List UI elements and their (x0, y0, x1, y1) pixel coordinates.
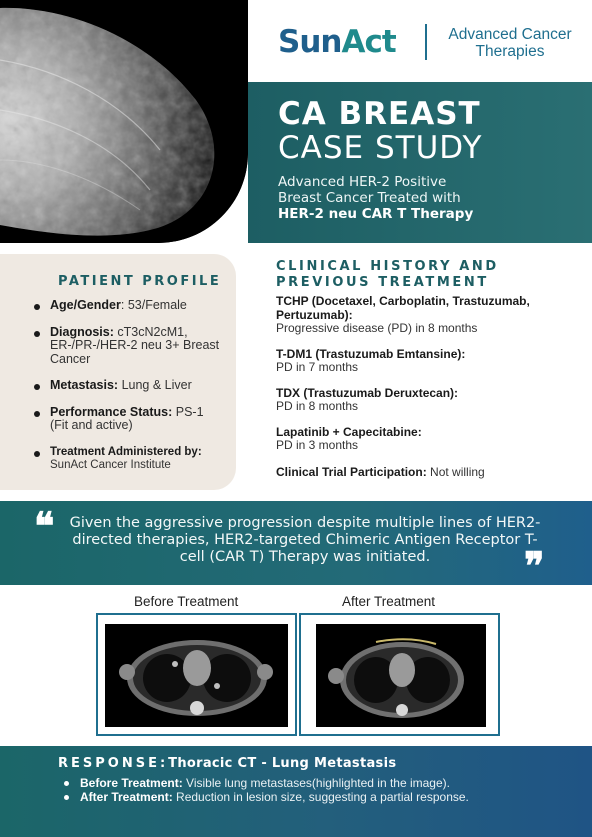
title-band (248, 82, 592, 243)
profile-treatment-administered: Treatment Administered by: SunAct Cancer Institute (30, 446, 224, 473)
history-item-tdm1: T-DM1 (Trastuzumab Emtansine): PD in 7 months (276, 346, 466, 374)
history-item-tdx: TDX (Trastuzumab Deruxtecan): PD in 8 months (276, 385, 459, 413)
clinical-history-heading: CLINICAL HISTORY AND PREVIOUS TREATMENT (276, 259, 499, 290)
patient-profile-heading: PATIENT PROFILE (58, 274, 222, 289)
response-band (0, 746, 592, 837)
profile-performance-status: Performance Status: PS-1 (Fit and active) (30, 406, 224, 433)
patient-profile-list (30, 299, 224, 473)
patient-profile-panel (0, 254, 236, 490)
brand-header (248, 0, 592, 82)
before-treatment-label: Before Treatment (134, 594, 239, 609)
after-treatment-ct-image (316, 624, 486, 727)
close-quote-icon: ❞ (524, 543, 545, 588)
open-quote-icon: ❝ (34, 503, 55, 548)
after-treatment-label: After Treatment (342, 594, 436, 609)
profile-metastasis: Metastasis: Lung & Liver (30, 379, 224, 393)
response-heading: RESPONSE:Thoracic CT - Lung Metastasis (58, 756, 397, 771)
clinical-trial-participation: Clinical Trial Participation: Not willing (276, 464, 485, 479)
quote-text: Given the aggressive progression despite multiple lines of HER2-directed therapies, HER2-targeted Chimeric Antigen Receptor T-cell (CAR T) Therapy was initiated. (69, 515, 541, 565)
brand-tagline: Advanced Cancer Therapies (448, 26, 572, 60)
page-title-line1: CA BREAST (278, 96, 481, 132)
page-subtitle: Advanced HER-2 Positive Breast Cancer Treated with HER-2 neu CAR T Therapy (278, 174, 474, 222)
after-treatment-ct-frame (299, 613, 500, 736)
logo-divider (425, 24, 427, 60)
response-after-treatment: After Treatment: Reduction in lesion size, suggesting a partial response. (78, 791, 558, 804)
before-treatment-ct-image (105, 624, 288, 727)
mammogram-image (0, 0, 248, 243)
profile-diagnosis: Diagnosis: cT3cN2cM1, ER-/PR-/HER-2 neu 3+ Breast Cancer (30, 326, 224, 367)
clinical-history-section (276, 259, 576, 479)
page-title-line2: CASE STUDY (278, 130, 483, 166)
response-before-treatment: Before Treatment: Visible lung metastases(highlighted in the image). (78, 777, 558, 790)
sunact-logo: SunAct (278, 24, 396, 60)
response-list (58, 777, 592, 804)
before-treatment-ct-frame (96, 613, 297, 736)
profile-age-gender: Age/Gender: 53/Female (30, 299, 224, 313)
history-item-tchp: TCHP (Docetaxel, Carboplatin, Trastuzumab, Pertuzumab): Progressive disease (PD) in 8 months (276, 294, 530, 335)
quote-band (0, 501, 592, 588)
history-item-lapatinib: Lapatinib + Capecitabine: PD in 3 months (276, 424, 422, 452)
